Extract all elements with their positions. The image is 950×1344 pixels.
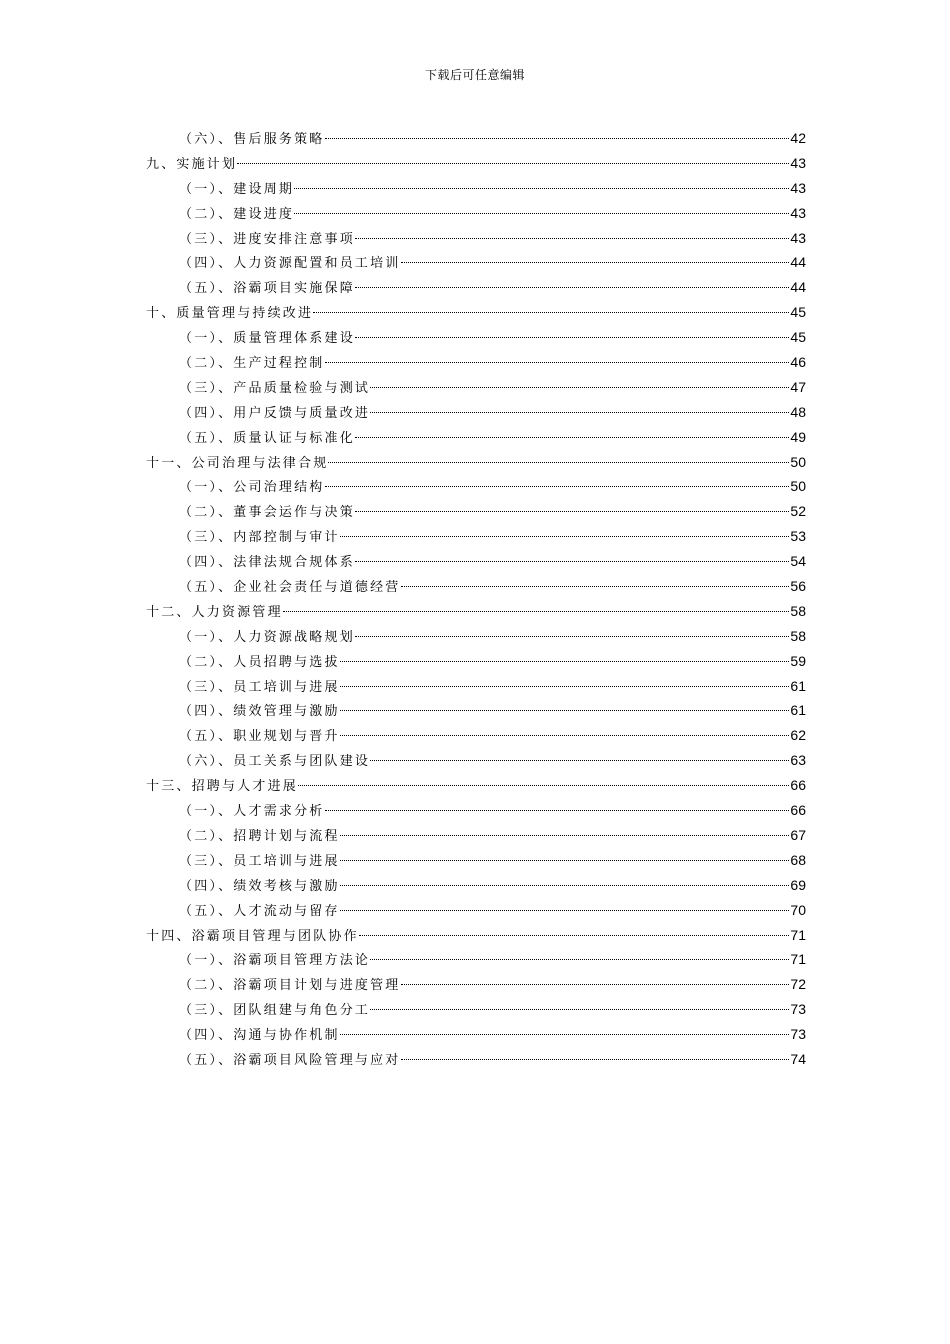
toc-page-number: 43 [790, 229, 806, 246]
toc-section-entry[interactable] [146, 275, 806, 300]
toc-entry-title: 十、质量管理与持续改进 [146, 306, 314, 322]
toc-section-entry[interactable] [146, 176, 806, 201]
toc-section-entry[interactable] [146, 947, 806, 972]
toc-entry-title: （四）、沟通与协作机制 [179, 1028, 340, 1044]
toc-entry-title: （五）、职业规划与晋升 [179, 729, 340, 745]
toc-section-entry[interactable] [146, 649, 806, 674]
toc-entry-title: （二）、招聘计划与流程 [179, 828, 340, 844]
toc-entry-title: （四）、人力资源配置和员工培训 [179, 256, 401, 272]
toc-entry-title: 九、实施计划 [146, 156, 238, 172]
toc-dot-leader [340, 661, 790, 662]
toc-page-number: 68 [790, 851, 806, 868]
toc-section-entry[interactable] [146, 624, 806, 649]
toc-entry-title: （三）、内部控制与审计 [179, 530, 340, 546]
toc-page-number: 47 [790, 378, 806, 395]
toc-dot-leader [340, 860, 790, 861]
toc-entry-title: （四）、用户反馈与质量改进 [179, 405, 371, 421]
toc-dot-leader [401, 262, 790, 263]
toc-page-number: 73 [790, 1026, 806, 1043]
toc-dot-leader [325, 362, 790, 363]
toc-page-number: 63 [790, 752, 806, 769]
toc-dot-leader [313, 312, 789, 313]
toc-dot-leader [340, 735, 790, 736]
toc-entry-title: （六）、员工关系与团队建设 [179, 754, 371, 770]
toc-section-entry[interactable] [146, 1022, 806, 1047]
toc-dot-leader [401, 984, 790, 985]
toc-dot-leader [340, 686, 790, 687]
toc-page-number: 50 [790, 453, 806, 470]
toc-section-entry[interactable] [146, 375, 806, 400]
toc-dot-leader [340, 835, 790, 836]
toc-page-number: 44 [790, 279, 806, 296]
toc-page-number: 58 [790, 627, 806, 644]
toc-entry-title: （三）、员工培训与进展 [179, 853, 340, 869]
toc-page-number: 61 [790, 677, 806, 694]
toc-dot-leader [325, 810, 790, 811]
toc-section-entry[interactable] [146, 823, 806, 848]
toc-entry-title: （四）、绩效管理与激励 [179, 704, 340, 720]
toc-entry-title: （二）、建设进度 [179, 206, 295, 222]
toc-page-number: 58 [790, 602, 806, 619]
toc-entry-title: （五）、浴霸项目实施保障 [179, 281, 355, 297]
toc-chapter-entry[interactable] [146, 599, 806, 624]
toc-dot-leader [340, 710, 790, 711]
toc-page-number: 50 [790, 478, 806, 495]
toc-page-number: 66 [790, 777, 806, 794]
toc-chapter-entry[interactable] [146, 300, 806, 325]
toc-section-entry[interactable] [146, 1047, 806, 1072]
toc-entry-title: （四）、法律法规合规体系 [179, 555, 355, 571]
toc-entry-title: （五）、浴霸项目风险管理与应对 [179, 1052, 401, 1068]
toc-entry-title: 十三、招聘与人才进展 [146, 779, 299, 795]
toc-dot-leader [340, 885, 790, 886]
toc-entry-title: （五）、质量认证与标准化 [179, 430, 355, 446]
toc-section-entry[interactable] [146, 798, 806, 823]
toc-entry-title: 十四、浴霸项目管理与团队协作 [146, 928, 359, 944]
toc-entry-title: （二）、董事会运作与决策 [179, 505, 355, 521]
page-header: 下载后可任意编辑 [424, 68, 525, 82]
table-of-contents [146, 126, 806, 1072]
toc-section-entry[interactable] [146, 250, 806, 275]
toc-page-number: 72 [790, 976, 806, 993]
toc-entry-title: （五）、人才流动与留存 [179, 903, 340, 919]
toc-section-entry[interactable] [146, 350, 806, 375]
toc-section-entry[interactable] [146, 474, 806, 499]
toc-page-number: 70 [790, 901, 806, 918]
toc-section-entry[interactable] [146, 226, 806, 251]
toc-chapter-entry[interactable] [146, 151, 806, 176]
toc-section-entry[interactable] [146, 698, 806, 723]
toc-dot-leader [294, 213, 789, 214]
toc-dot-leader [359, 935, 790, 936]
toc-entry-title: （三）、员工培训与进展 [179, 679, 340, 695]
toc-section-entry[interactable] [146, 723, 806, 748]
toc-dot-leader [370, 387, 789, 388]
toc-page-number: 69 [790, 876, 806, 893]
toc-section-entry[interactable] [146, 898, 806, 923]
toc-entry-title: （三）、团队组建与角色分工 [179, 1003, 371, 1019]
toc-section-entry[interactable] [146, 126, 806, 151]
toc-page-number: 46 [790, 354, 806, 371]
toc-section-entry[interactable] [146, 549, 806, 574]
toc-section-entry[interactable] [146, 201, 806, 226]
toc-dot-leader [370, 1009, 789, 1010]
toc-entry-title: （六）、售后服务策略 [179, 132, 325, 147]
toc-section-entry[interactable] [146, 997, 806, 1022]
toc-section-entry[interactable] [146, 400, 806, 425]
toc-section-entry[interactable] [146, 524, 806, 549]
toc-dot-leader [328, 462, 789, 463]
toc-entry-title: （三）、进度安排注意事项 [179, 231, 355, 247]
toc-section-entry[interactable] [146, 325, 806, 350]
toc-page-number: 45 [790, 329, 806, 346]
toc-dot-leader [370, 412, 789, 413]
toc-page-number: 71 [790, 926, 806, 943]
toc-entry-title: （一）、公司治理结构 [179, 480, 325, 496]
toc-entry-title: （一）、建设周期 [179, 181, 295, 197]
toc-dot-leader [355, 238, 790, 239]
toc-entry-title: （一）、质量管理体系建设 [179, 331, 355, 347]
toc-entry-title: （二）、浴霸项目计划与进度管理 [179, 978, 401, 994]
toc-dot-leader [325, 486, 790, 487]
toc-entry-title: 十二、人力资源管理 [146, 604, 283, 620]
toc-entry-title: （二）、人员招聘与选拔 [179, 654, 340, 670]
toc-page-number: 42 [790, 130, 806, 146]
toc-dot-leader [283, 611, 790, 612]
toc-entry-title: （一）、人才需求分析 [179, 804, 325, 820]
toc-page-number: 48 [790, 403, 806, 420]
toc-page-number: 71 [790, 951, 806, 968]
toc-page-number: 67 [790, 826, 806, 843]
toc-entry-title: （五）、企业社会责任与道德经营 [179, 580, 401, 596]
toc-page-number: 56 [790, 578, 806, 595]
toc-dot-leader [370, 760, 789, 761]
toc-dot-leader [355, 561, 790, 562]
toc-page-number: 53 [790, 528, 806, 545]
toc-entry-title: （四）、绩效考核与激励 [179, 878, 340, 894]
toc-dot-leader [340, 910, 790, 911]
toc-dot-leader [355, 636, 790, 637]
toc-page-number: 43 [790, 204, 806, 221]
toc-entry-title: 十一、公司治理与法律合规 [146, 455, 329, 471]
toc-page-number: 59 [790, 652, 806, 669]
toc-page-number: 52 [790, 503, 806, 520]
toc-page-number: 44 [790, 254, 806, 271]
toc-page-number: 66 [790, 802, 806, 819]
toc-dot-leader [355, 287, 790, 288]
toc-dot-leader [340, 1034, 790, 1035]
toc-page-number: 43 [790, 179, 806, 196]
toc-dot-leader [355, 337, 790, 338]
toc-dot-leader [340, 536, 790, 537]
toc-dot-leader [298, 785, 789, 786]
toc-entry-title: （一）、浴霸项目管理方法论 [179, 953, 371, 969]
toc-section-entry[interactable] [146, 499, 806, 524]
toc-entry-title: （一）、人力资源战略规划 [179, 629, 355, 645]
toc-dot-leader [370, 959, 789, 960]
toc-page-number: 54 [790, 553, 806, 570]
toc-section-entry[interactable] [146, 425, 806, 450]
toc-page-number: 45 [790, 304, 806, 321]
toc-dot-leader [294, 188, 789, 189]
toc-section-entry[interactable] [146, 848, 806, 873]
toc-section-entry[interactable] [146, 873, 806, 898]
toc-dot-leader [355, 511, 790, 512]
toc-section-entry[interactable] [146, 574, 806, 599]
toc-chapter-entry[interactable] [146, 773, 806, 798]
toc-dot-leader [355, 437, 790, 438]
toc-dot-leader [401, 586, 790, 587]
toc-page-number: 49 [790, 428, 806, 445]
toc-chapter-entry[interactable] [146, 923, 806, 948]
toc-page-number: 62 [790, 727, 806, 744]
toc-entry-title: （二）、生产过程控制 [179, 356, 325, 372]
toc-page-number: 73 [790, 1001, 806, 1018]
toc-chapter-entry[interactable] [146, 450, 806, 475]
toc-page-number: 74 [790, 1050, 806, 1067]
toc-section-entry[interactable] [146, 748, 806, 773]
toc-page-number: 43 [790, 154, 806, 171]
toc-page-number: 61 [790, 702, 806, 719]
toc-section-entry[interactable] [146, 972, 806, 997]
toc-section-entry[interactable] [146, 674, 806, 699]
toc-dot-leader [401, 1059, 790, 1060]
toc-dot-leader [237, 163, 789, 164]
toc-entry-title: （三）、产品质量检验与测试 [179, 380, 371, 396]
toc-dot-leader [325, 138, 790, 139]
